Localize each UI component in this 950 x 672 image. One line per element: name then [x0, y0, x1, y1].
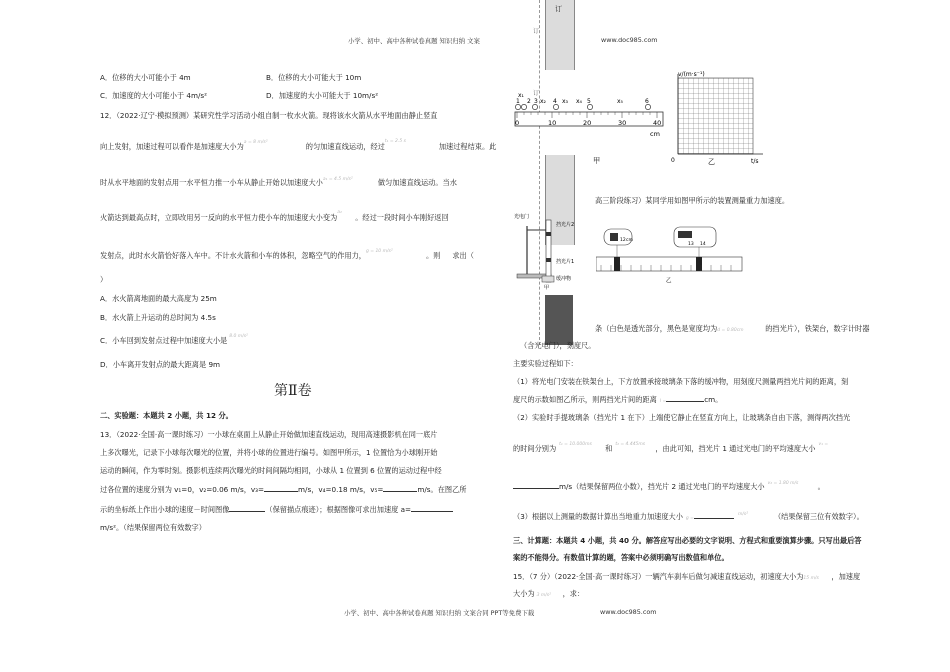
x3-label: x₃ [562, 98, 568, 105]
q14-text: 条（白色是透光部分，黑色是宽度均为 [595, 324, 718, 333]
pos-5-label: 5 [587, 98, 591, 105]
acceleration-answer-blank[interactable] [411, 511, 453, 512]
q15-text: 15．（7 分）（2022·全国·高一课时练习）一辆汽车刹车后做匀减速直线运动，初速度大小为 [513, 572, 804, 581]
ball-pos-2 [521, 104, 526, 109]
ruler-figure [512, 88, 667, 148]
q12-line-1: 12．（2022·辽宁·模拟预测）某研究性学习活动小组自制一枚水火箭。现将该水火箭从水平地面由静止竖直 [100, 111, 438, 120]
grid-y-label: v/(m·s⁻¹) [678, 71, 705, 78]
ball-pos-3 [532, 104, 537, 109]
apparatus-jia: 甲 [544, 285, 550, 290]
x4-label: x₄ [576, 98, 582, 105]
q13-text: m/s。在图乙所 [417, 485, 467, 494]
q14-text: （3）根据以上测量的数据计算出当地重力加速度大小 [513, 512, 683, 521]
tick-0: 0 [515, 119, 520, 127]
q13-line-6: m/s²。（结果保留两位有效数字） [100, 523, 206, 532]
section-2-heading: 二、实验题：本题共 2 小题，共 12 分。 [100, 411, 233, 420]
q14-step3 [513, 512, 864, 522]
graph-answer-blank[interactable] [229, 511, 265, 512]
part-2-title: 第Ⅱ卷 [274, 383, 312, 399]
x5-label: x₅ [617, 98, 623, 105]
q12-text: 求出（ [452, 251, 474, 260]
tick-10: 10 [548, 119, 557, 127]
q14-para-1 [595, 324, 869, 334]
eq-v2: v₂ = 1.80 m/s [767, 481, 799, 486]
q12-line-5 [100, 251, 474, 261]
q12-text: 。则 [425, 251, 441, 260]
q14-text: 的时间分别为 [513, 444, 557, 453]
q15-line-1 [513, 572, 860, 582]
q14-text: m/s（结果保留两位小数），挡光片 2 通过光电门的平均速度大小 [559, 482, 765, 491]
eq-acceleration: a = 8 m/s² [243, 140, 268, 145]
eq-t2: t₂ = 4.445ms [615, 442, 646, 447]
q11-option-b: B．位移的大小可能大于 10m [266, 73, 362, 82]
binding-mark-1: 订 [555, 5, 562, 13]
q13-text: 过各位置的速度分别为 v₁=0，v₂=0.06 m/s，v₃= [100, 485, 265, 494]
q12-text: 时从水平地面的发射点用一水平恒力推一小车从静止开始以加速度大小 [100, 178, 323, 187]
q13-text: 示的坐标纸上作出小球的速度－时间图像 [100, 505, 230, 514]
q14-step2-line2 [513, 444, 828, 454]
x1-label: x₁ [518, 92, 524, 99]
q14-text: 的挡光片），铁架台，数字计时器 [765, 324, 870, 333]
q14-text: cm。 [704, 395, 723, 404]
q13-line-3: 运动的瞬间，作为零时刻。摄影机连续两次曝光的时间间隔均相同，小球从 1 位置到 6 位置的运动过程中经 [100, 466, 442, 475]
q13-text: m/s，v₄=0.18 m/s，v₅= [298, 485, 384, 494]
ball-pos-1 [515, 104, 520, 109]
q14-text: ，由此可知，挡光片 1 通过光电门的平均速度大小 [655, 444, 816, 453]
eq-d: d = 0.80cm [717, 328, 744, 333]
fig-jia-label: 甲 [593, 156, 601, 165]
q13-line-1: 13．（2022·全国·高一课时练习）一小球在桌面上从静止开始做加速直线运动，现用高速摄影机在同一底片 [100, 430, 438, 439]
pos-4-label: 4 [553, 98, 557, 105]
x2-label: x₂ [540, 98, 546, 105]
eq-a2: a₂ [337, 210, 342, 215]
page-header-url[interactable]: www.doc985.com [601, 36, 658, 44]
q14-text: （结果保留三位有效数字）。 [773, 512, 864, 521]
q11-option-c: C．加速度的大小可能小于 4m/s² [100, 91, 207, 100]
eq-time: t₁ = 2.5 s [384, 139, 406, 144]
q15-line-2 [513, 589, 584, 599]
eq-v1: v₁ = [818, 442, 829, 447]
v1-answer-blank[interactable] [513, 488, 559, 489]
grid-caption: 乙 [708, 158, 715, 166]
tick-30: 30 [618, 119, 627, 127]
page-header-left: 小学、初中、高中各种试卷真题 知识归纳 文案 [348, 37, 480, 45]
q14-intro: 高三阶段练习）某同学用如图甲所示的装置测量重力加速度。 [595, 196, 790, 205]
pos-1-label: 1 [516, 98, 520, 105]
q13-text: （保留描点痕迹）；根据图像可求出加速度 a= [265, 505, 412, 514]
eq-v0: 15 m/s [803, 576, 819, 581]
page-footer-text: 小学、初中、高中各种试卷真题 知识归纳 文案合同 PPT等免费下载 [344, 609, 535, 617]
gate-label: 光电门 [514, 214, 530, 220]
q14-step1-line2 [513, 395, 722, 405]
q12-line-2 [100, 139, 497, 152]
eq-g-unit: m/s² [737, 512, 749, 517]
eq-a3: 3 m/s² [536, 593, 551, 598]
eq-g: g = 10 m/s² [365, 249, 393, 254]
q13-line-5 [100, 505, 453, 515]
section-3-heading-2: 案的不能得分。有数值计算的题，答案中必须明确写出数值和单位。 [513, 553, 729, 562]
q12-option-c [100, 336, 248, 346]
v3-answer-blank[interactable] [264, 491, 298, 492]
q15-text: ，求： [562, 589, 585, 598]
plate-1-label: 挡光片1 [556, 259, 575, 265]
q14-para-2: （含光电门），刻度尺。 [520, 341, 596, 350]
grid-origin: 0 [671, 157, 675, 164]
q15-text: ，加速度 [831, 572, 861, 581]
ball-pos-6 [645, 104, 650, 109]
q14-text: 度尺的示数如图乙所示，则两挡光片间的距离 [513, 395, 657, 404]
q12-text: 向上发射，加速过程可以看作是加速度大小为 [100, 142, 244, 151]
eq-l: l = [659, 399, 667, 404]
q12-text: 的匀加速直线运动，经过 [305, 142, 385, 151]
q12-option-d: D．小车离开发射点的最大距离是 9m [100, 360, 221, 369]
plate-2-label: 挡光片2 [556, 222, 575, 228]
q14-step2-line3 [513, 482, 825, 492]
ball-pos-5 [587, 104, 592, 109]
velocity-grid-figure [668, 68, 773, 168]
pos-6-label: 6 [645, 98, 649, 105]
q12-option-b: B．水火箭上升运动的总时间为 4.5s [100, 313, 216, 322]
q12-text: 加速过程结束。此 [438, 142, 497, 151]
q14-step2-line1: （2）实验时手提玻璃条（挡光片 1 在下）上端使它静止在竖直方向上，让玻璃条自由下落，测得两次挡光 [513, 413, 851, 422]
q14-para-3: 主要实验过程如下： [513, 359, 578, 368]
zoom-1-unit: cm [626, 238, 633, 243]
q11-option-d: D．加速度的大小可能大于 10m/s² [266, 91, 379, 100]
glass-strip [546, 220, 551, 282]
q14-text: 和 [605, 444, 613, 453]
binding-mark-2: 订 [533, 28, 540, 35]
q13-line-2: 上多次曝光，记录下小球每次曝光的位置，并将小球的位置进行编号。如图甲所示，1 位置恰为小球刚开始 [100, 448, 438, 457]
section-3-heading-1: 三、计算题：本题共 4 小题，共 40 分。解答应写出必要的文字说明、方程式和重要演算步骤。只写出最后答 [513, 536, 862, 545]
tick-40: 40 [653, 119, 662, 127]
binding-strip [515, 0, 573, 345]
eq-c: 8.0 m/s² [229, 334, 248, 339]
q15-text: 大小为 [513, 589, 535, 598]
eq-a1: a₁ = 4.5 m/s² [322, 177, 353, 182]
tick-20: 20 [583, 119, 592, 127]
q12-option-a: A．水火箭离地面的最大高度为 25m [100, 294, 217, 303]
q12-text: 火箭达到最高点时，立即改用另一反向的水平恒力使小车的加速度大小变为 [100, 213, 338, 222]
g-answer-blank[interactable] [694, 518, 734, 519]
pos-3-label: 3 [534, 98, 538, 105]
zoom-1-num: 12 [620, 238, 626, 243]
apparatus-stand-figure [512, 210, 592, 290]
q12-line-3 [100, 178, 457, 188]
q13-line-4 [100, 485, 466, 495]
q12-line-6: ） [100, 275, 108, 284]
buffer-label: 缓冲物 [556, 276, 572, 282]
binding-mark-3: 订 [533, 90, 540, 97]
eq-t1: t₁ = 10.000ms [559, 442, 592, 447]
q12-text: 。经过一段时间小车刚好返回 [355, 213, 449, 222]
ball-pos-4 [553, 104, 558, 109]
grid-x-label: t/s [751, 158, 759, 165]
zoom-2-num-a: 13 [688, 242, 694, 247]
pos-2-label: 2 [527, 98, 531, 105]
q12-text: 做匀加速直线运动。当水 [377, 178, 457, 187]
v5-answer-blank[interactable] [383, 491, 417, 492]
q11-option-a: A．位移的大小可能小于 4m [100, 73, 191, 82]
zoom-2-num-b: 14 [700, 242, 706, 247]
q14-step1-line1: （1）将光电门安装在铁架台上，下方放置承接玻璃条下落的缓冲物，用刻度尺测量两挡光片间的距离，刻 [513, 377, 849, 386]
measure-yi: 乙 [666, 278, 672, 284]
q14-text: 。 [817, 482, 825, 491]
page-footer-url[interactable]: www.doc985.com [600, 608, 657, 616]
q12-line-4 [100, 210, 449, 223]
distance-answer-blank[interactable] [666, 401, 704, 402]
ruler-measure-figure [596, 225, 744, 285]
q12-text: C．小车回到发射点过程中加速度大小是 [100, 336, 228, 345]
eq-g-result: g = [685, 516, 694, 521]
ruler-unit: cm [650, 130, 660, 138]
q12-text: 发射点，此时水火箭恰好落入车中。不计水火箭和小车的体积，忽略空气的作用力， [100, 251, 366, 260]
grid-paper [678, 78, 753, 154]
